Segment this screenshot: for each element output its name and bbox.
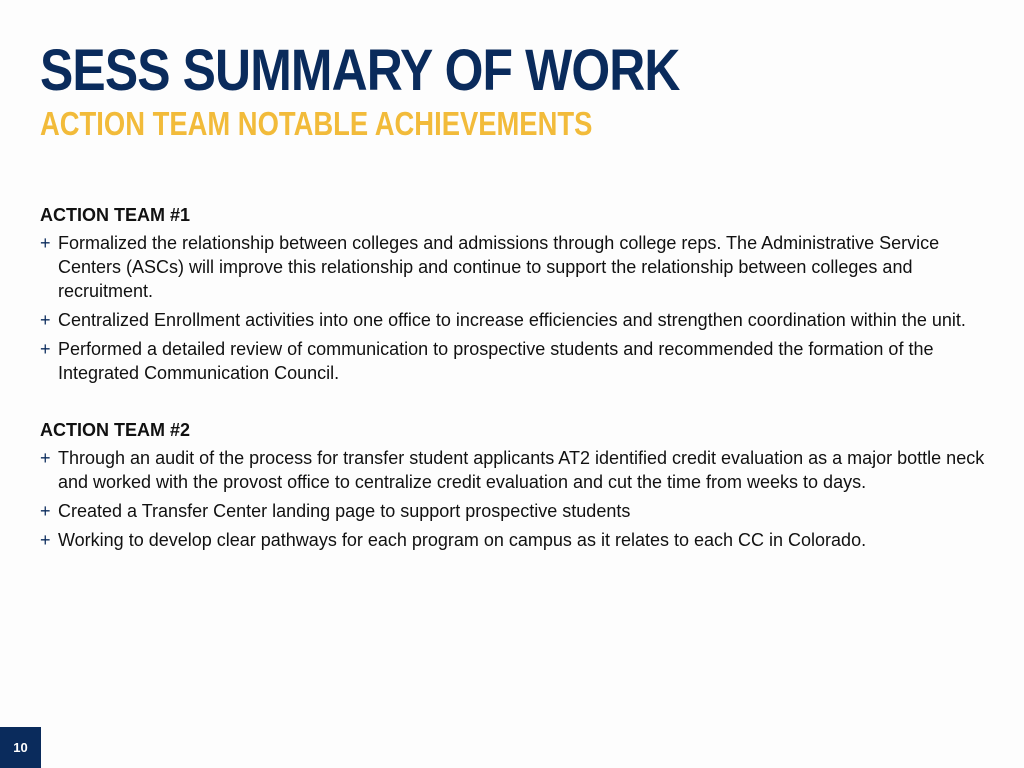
list-item: [40, 231, 990, 303]
page-number: 10: [0, 727, 41, 768]
slide-content: [40, 203, 990, 585]
plus-bullet-icon: +: [40, 339, 51, 359]
plus-bullet-icon: +: [40, 233, 51, 253]
bullet-text: Centralized Enrollment activities into one office to increase efficiencies and strengthen coordination within the unit.: [58, 310, 966, 330]
action-team-2-section: [40, 418, 990, 552]
list-item: [40, 499, 990, 523]
action-team-1-bullets: [40, 231, 990, 385]
action-team-1-heading: ACTION TEAM #1: [40, 205, 191, 225]
list-item: [40, 308, 990, 332]
list-item: [40, 528, 990, 552]
plus-bullet-icon: +: [40, 530, 51, 550]
slide-subtitle: ACTION TEAM NOTABLE ACHIEVEMENTS: [40, 105, 593, 142]
plus-bullet-icon: +: [40, 501, 51, 521]
action-team-2-bullets: [40, 446, 990, 552]
bullet-text: Working to develop clear pathways for each program on campus as it relates to each CC in Colorado.: [58, 530, 867, 550]
bullet-text: Performed a detailed review of communication to prospective students and recommended the formation of the Integrated Communication Council.: [58, 339, 934, 383]
bullet-text: Through an audit of the process for transfer student applicants AT2 identified credit evaluation as a major bottle neck and worked with the provost office to centralize credit evaluation and cut the time from weeks to days.: [58, 448, 985, 492]
plus-bullet-icon: +: [40, 448, 51, 468]
slide-title: SESS SUMMARY OF WORK: [40, 38, 680, 103]
list-item: [40, 337, 990, 385]
list-item: [40, 446, 990, 494]
action-team-1-section: [40, 203, 990, 385]
bullet-text: Formalized the relationship between colleges and admissions through college reps. The Administrative Service Centers (ASCs) will improve this relationship and continue to support the relationship between colleges and recruitment.: [58, 233, 940, 301]
bullet-text: Created a Transfer Center landing page to support prospective students: [58, 501, 631, 521]
plus-bullet-icon: +: [40, 310, 51, 330]
action-team-2-heading: ACTION TEAM #2: [40, 420, 191, 440]
